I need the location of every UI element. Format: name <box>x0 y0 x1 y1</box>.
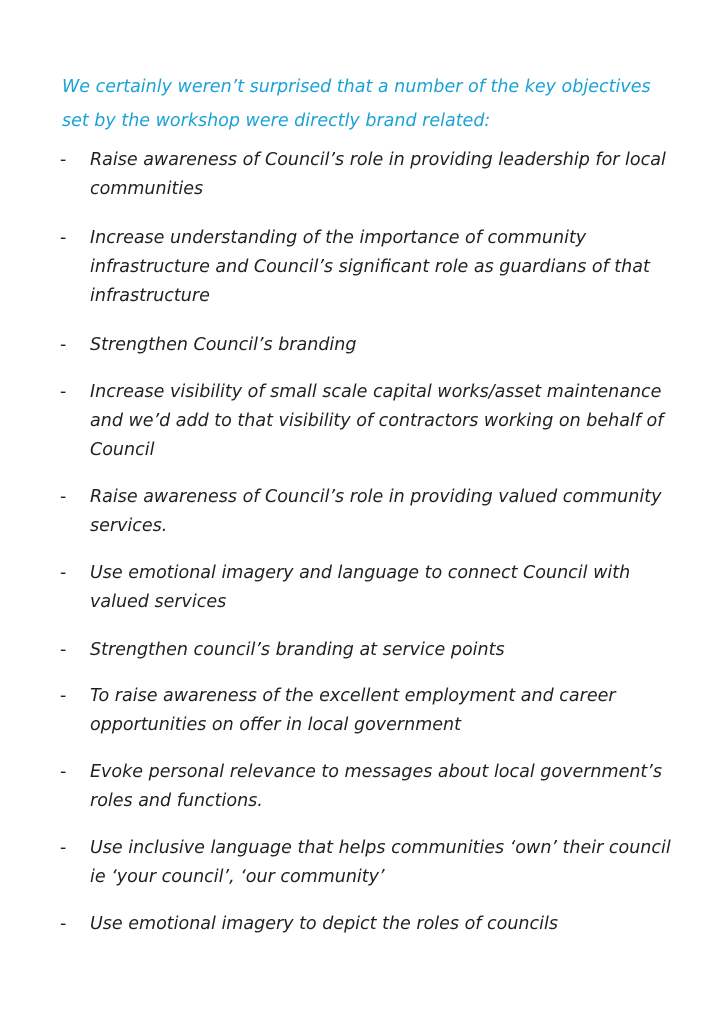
list-item-text: Increase visibility of small scale capital works/asset maintenance and we’d add to that visibility of contractors working on behalf of Council <box>90 382 664 460</box>
bullet-dash: - <box>60 228 67 248</box>
list-item-text: Use emotional imagery and language to connect Council with valued services <box>90 563 631 612</box>
list-item-text: Strengthen Council’s branding <box>90 335 357 355</box>
bullet-dash: - <box>60 563 67 583</box>
list-item-text: Raise awareness of Council’s role in providing valued community services. <box>90 487 662 536</box>
bullet-dash: - <box>60 150 67 170</box>
list-item-text: Use inclusive language that helps communities ‘own’ their council ie ‘your council’, ‘our community’ <box>90 838 671 887</box>
intro-paragraph: We certainly weren’t surprised that a number of the key objectives set by the workshop were directly brand related: <box>62 77 651 131</box>
bullet-dash: - <box>60 686 67 706</box>
bullet-dash: - <box>60 762 67 782</box>
list-item-text: Use emotional imagery to depict the roles of councils <box>90 914 558 934</box>
list-item-text: Strengthen council’s branding at service points <box>90 640 505 660</box>
list-item-text: Increase understanding of the importance of community infrastructure and Council’s significant role as guardians of that infrastructure <box>90 228 650 306</box>
bullet-dash: - <box>60 640 67 660</box>
bullet-dash: - <box>60 487 67 507</box>
bullet-dash: - <box>60 838 67 858</box>
list-item-text: To raise awareness of the excellent employment and career opportunities on offer in local government <box>90 686 616 735</box>
bullet-dash: - <box>60 382 67 402</box>
list-item-text: Raise awareness of Council’s role in providing leadership for local communities <box>90 150 666 199</box>
bullet-dash: - <box>60 914 67 934</box>
bullet-dash: - <box>60 335 67 355</box>
list-item-text: Evoke personal relevance to messages about local government’s roles and functions. <box>90 762 662 811</box>
